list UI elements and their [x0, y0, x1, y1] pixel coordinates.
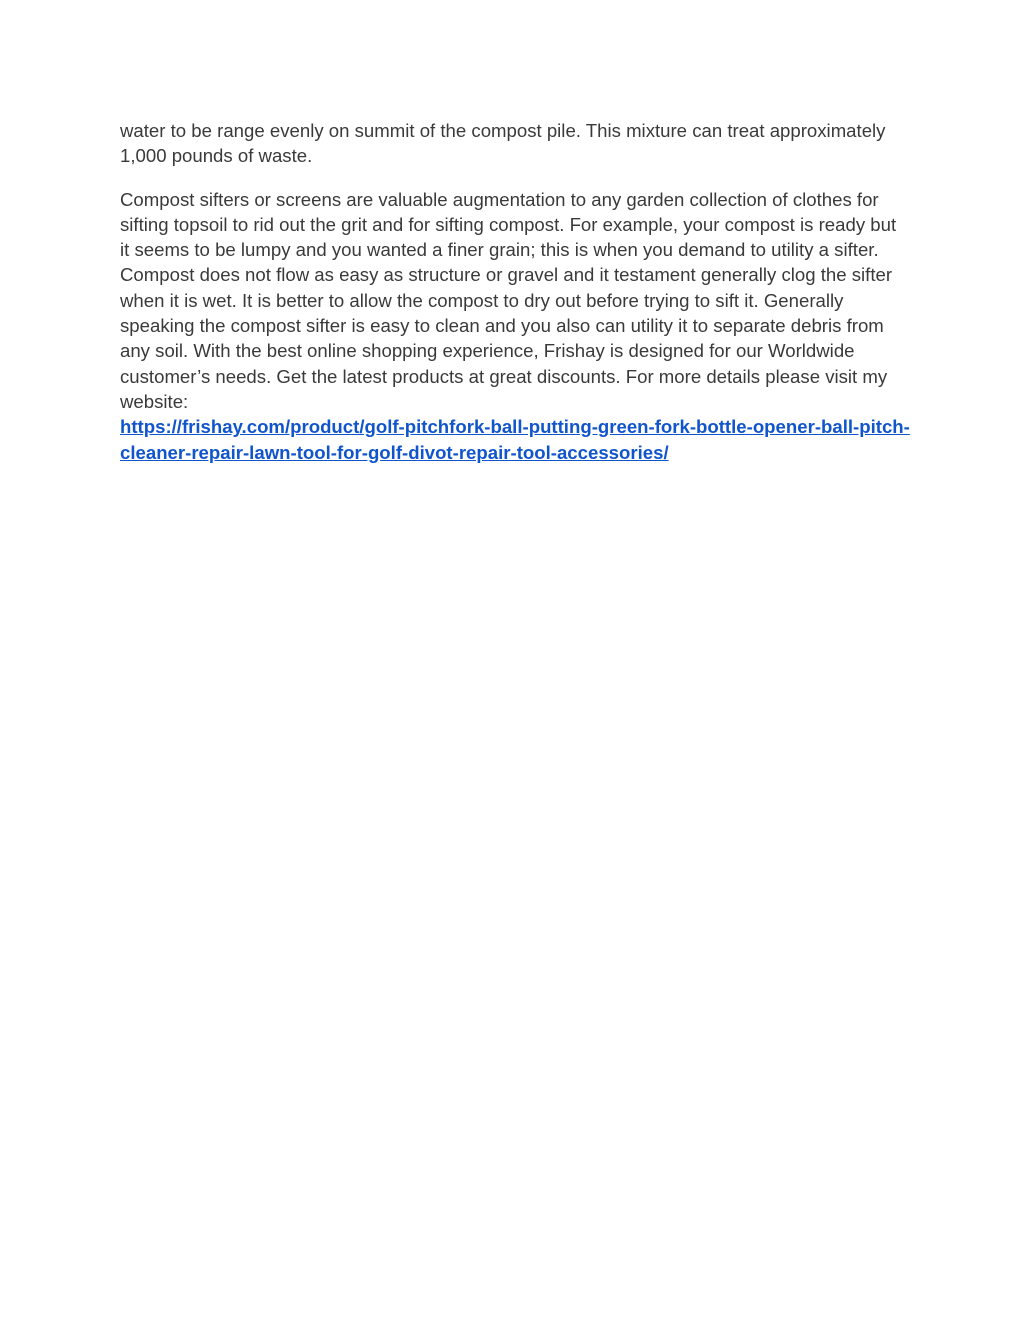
paragraph-body-text: Compost sifters or screens are valuable augmentation to any garden collection of clothes for sifting topsoil to rid out the grit and for sifting compost. For example, your compost is ready but it seems to be lumpy and you wanted a finer grain; this is when you demand to utility a sifter. Compost does not flow as easy as structure or gravel and it testament generally clog the sifter when it is wet. It is better to allow the compost to dry out before trying to sift it. Generally speaking the compost sifter is easy to clean and you also can utility it to separate debris from any soil. With the best online shopping experience, Frishay is designed for our Worldwide customer’s needs. Get the latest products at great discounts. For more details please visit my website:: [120, 188, 897, 412]
document-page: [120, 118, 910, 483]
paragraph-compost-sifters: [120, 187, 910, 465]
paragraph-compost-mixture: water to be range evenly on summit of the compost pile. This mixture can treat approximately 1,000 pounds of waste.: [120, 120, 886, 167]
website-link[interactable]: https://frishay.com/product/golf-pitchfork-ball-putting-green-fork-bottle-opener-ball-pitch-cleaner-repair-lawn-tool-for-golf-divot-repair-tool-accessories/: [120, 416, 910, 463]
